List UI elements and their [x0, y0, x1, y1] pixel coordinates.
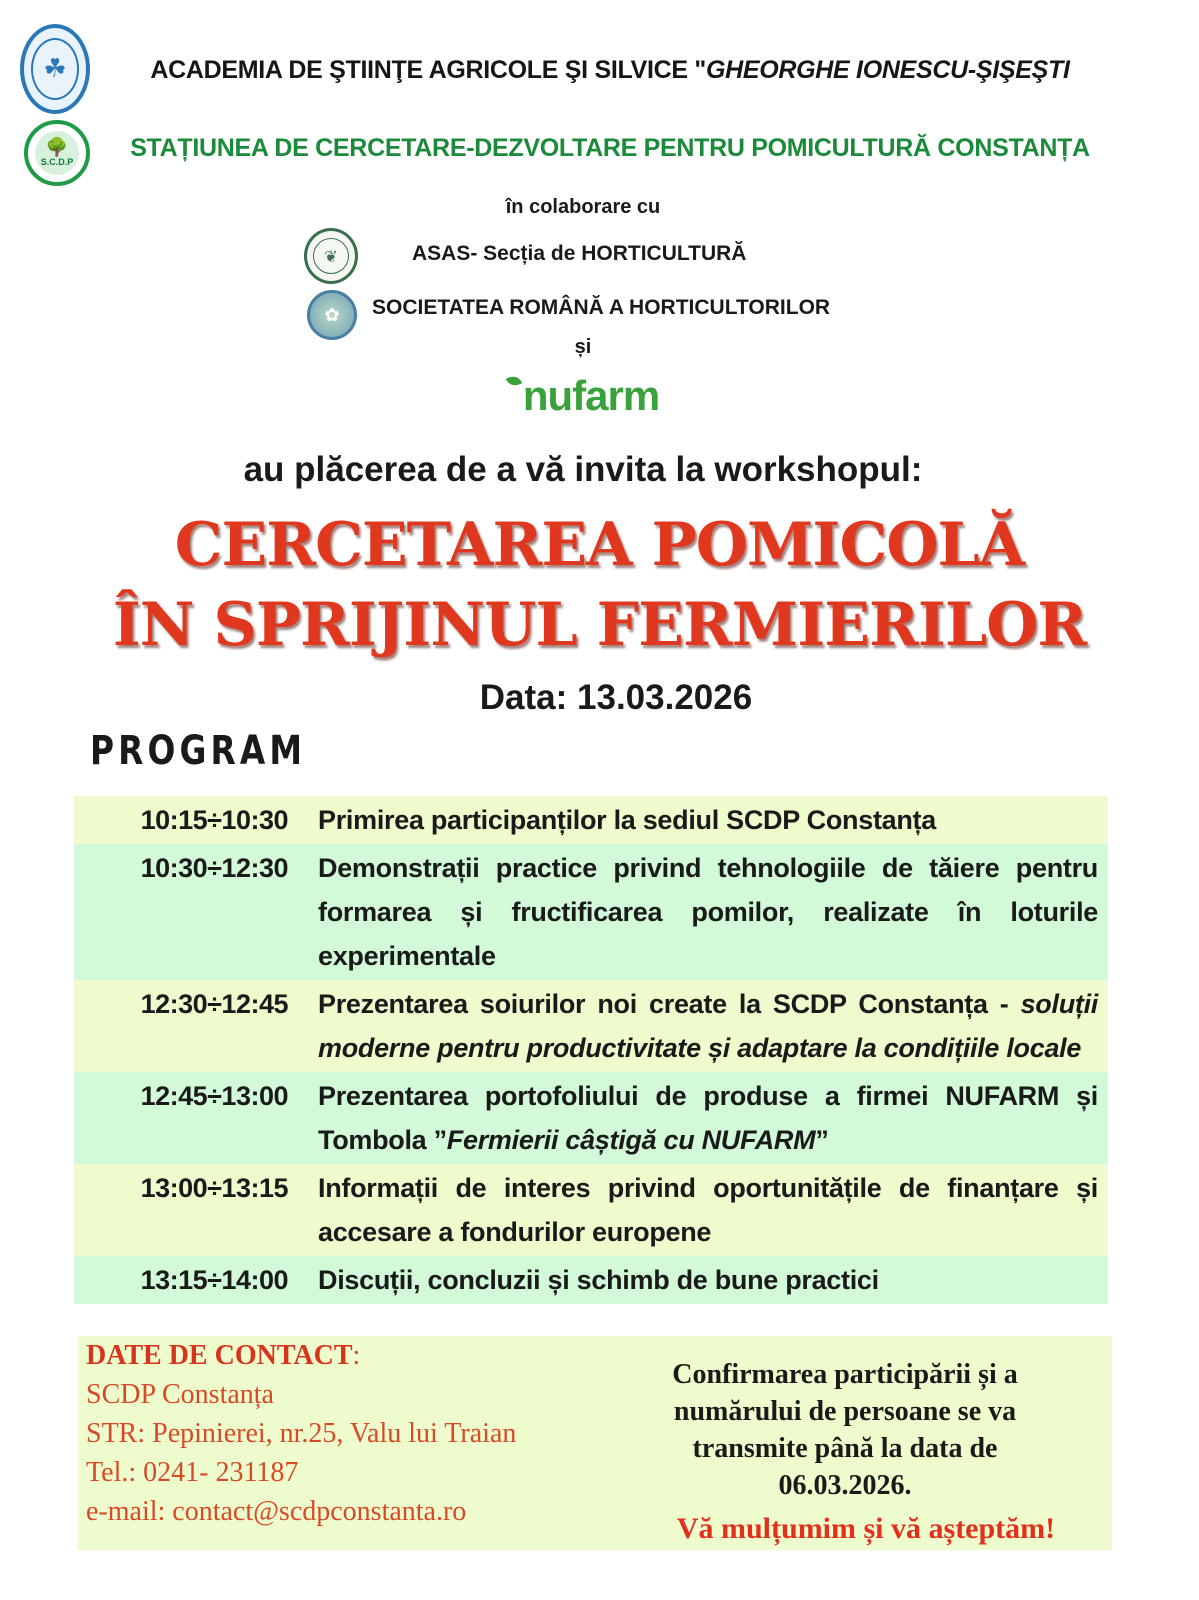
- program-time: 13:00÷13:15: [140, 1173, 288, 1203]
- asas-horticulture-logo: [304, 228, 358, 284]
- program-time: 10:15÷10:30: [140, 805, 288, 835]
- nufarm-wordmark: nufarm: [522, 372, 660, 419]
- program-text-tail: ”: [815, 1125, 829, 1155]
- workshop-title-line2: ÎN SPRIJINUL FERMIERILOR: [112, 590, 1087, 660]
- workshop-date: Data: 13.03.2026: [479, 678, 753, 717]
- program-table: [74, 796, 1108, 1304]
- wreath-icon: ❦: [313, 238, 349, 274]
- program-italic-text: Fermierii câștigă cu NUFARM: [446, 1125, 816, 1155]
- program-row: [74, 1164, 1108, 1256]
- program-row: [74, 844, 1108, 980]
- tree-icon: [35, 131, 79, 175]
- program-time: 12:30÷12:45: [140, 989, 288, 1019]
- program-description: Informații de interes privind oportunitățile de finanțare și accesare a fondurilor europene: [318, 1173, 1098, 1247]
- program-italic-text: soluții moderne pentru productivitate și adaptare la condițiile locale: [318, 989, 1098, 1063]
- globe-icon: ✿: [324, 304, 340, 326]
- scdp-logo-text: S.C.D.P: [40, 157, 74, 167]
- asas-section-text: ASAS- Secția de HORTICULTURĂ: [412, 242, 747, 265]
- scdp-logo: [24, 120, 90, 186]
- confirmation-line: transmite până la data de: [692, 1433, 998, 1464]
- contact-email[interactable]: e-mail: contact@scdpconstanta.ro: [86, 1496, 467, 1527]
- program-description: Discuții, concluzii și schimb de bune practici: [318, 1265, 879, 1295]
- collaboration-text: în colaborare cu: [505, 196, 661, 218]
- confirmation-deadline: 06.03.2026.: [778, 1470, 912, 1501]
- program-text: Prezentarea portofoliului de produse a firmei NUFARM și Tombola ”: [318, 1081, 1098, 1155]
- thank-you-text: Vă mulțumim și vă așteptăm!: [676, 1512, 1056, 1545]
- contact-heading: [86, 1336, 516, 1375]
- tree-glyph: 🌳: [45, 137, 69, 158]
- program-row: [74, 796, 1108, 844]
- confirmation-note: [630, 1356, 1060, 1504]
- program-time: 12:45÷13:00: [140, 1081, 288, 1111]
- academy-title: [110, 56, 1110, 85]
- station-title: STAȚIUNEA DE CERCETARE-DEZVOLTARE PENTRU POMICULTURĂ CONSTANȚA: [130, 134, 1090, 162]
- contact-phone[interactable]: Tel.: 0241- 231187: [86, 1457, 299, 1488]
- asas-emblem-icon: ☘: [31, 38, 79, 100]
- program-description: [288, 1074, 1098, 1162]
- invitation-text: au plăcerea de a vă invita la workshopul:: [243, 450, 923, 489]
- contact-organization: SCDP Constanța: [86, 1379, 274, 1410]
- program-row: [74, 980, 1108, 1072]
- academy-name: GHEORGHE IONESCU-ŞIŞEŞTI: [705, 56, 1070, 84]
- program-time: 13:15÷14:00: [140, 1265, 288, 1295]
- contact-box: [78, 1336, 1112, 1550]
- program-time: 10:30÷12:30: [140, 853, 288, 883]
- program-heading: PROGRAM: [90, 728, 307, 774]
- contact-address: STR: Pepinierei, nr.25, Valu lui Traian: [86, 1418, 517, 1449]
- program-description: Demonstrații practice privind tehnologiile de tăiere pentru formarea și fructificarea pomilor, realizate în loturile experimentale: [318, 853, 1098, 971]
- asas-logo: [20, 24, 90, 114]
- program-text: Prezentarea soiurilor noi create la SCDP Constanța -: [318, 989, 1021, 1019]
- program-description: Primirea participanților la sediul SCDP Constanța: [318, 805, 936, 835]
- contact-colon: :: [352, 1340, 361, 1371]
- confirmation-line: Confirmarea participării și a: [672, 1359, 1018, 1390]
- contact-details: [86, 1336, 516, 1531]
- confirmation-line: numărului de persoane se va: [673, 1396, 1017, 1427]
- program-description: [288, 982, 1098, 1070]
- leaf-icon: [506, 374, 523, 388]
- and-text: și: [574, 336, 592, 358]
- contact-label: DATE DE CONTACT: [86, 1340, 353, 1371]
- srh-text: SOCIETATEA ROMÂNĂ A HORTICULTORILOR: [372, 296, 831, 319]
- program-row: [74, 1072, 1108, 1164]
- academy-prefix: ACADEMIA DE ŞTIINŢE AGRICOLE ŞI SILVICE ": [150, 56, 706, 84]
- workshop-title-line1: CERCETAREA POMICOLĂ: [174, 510, 1025, 580]
- nufarm-logo: [0, 372, 1166, 420]
- srh-logo: [307, 290, 357, 340]
- program-row: [74, 1256, 1108, 1304]
